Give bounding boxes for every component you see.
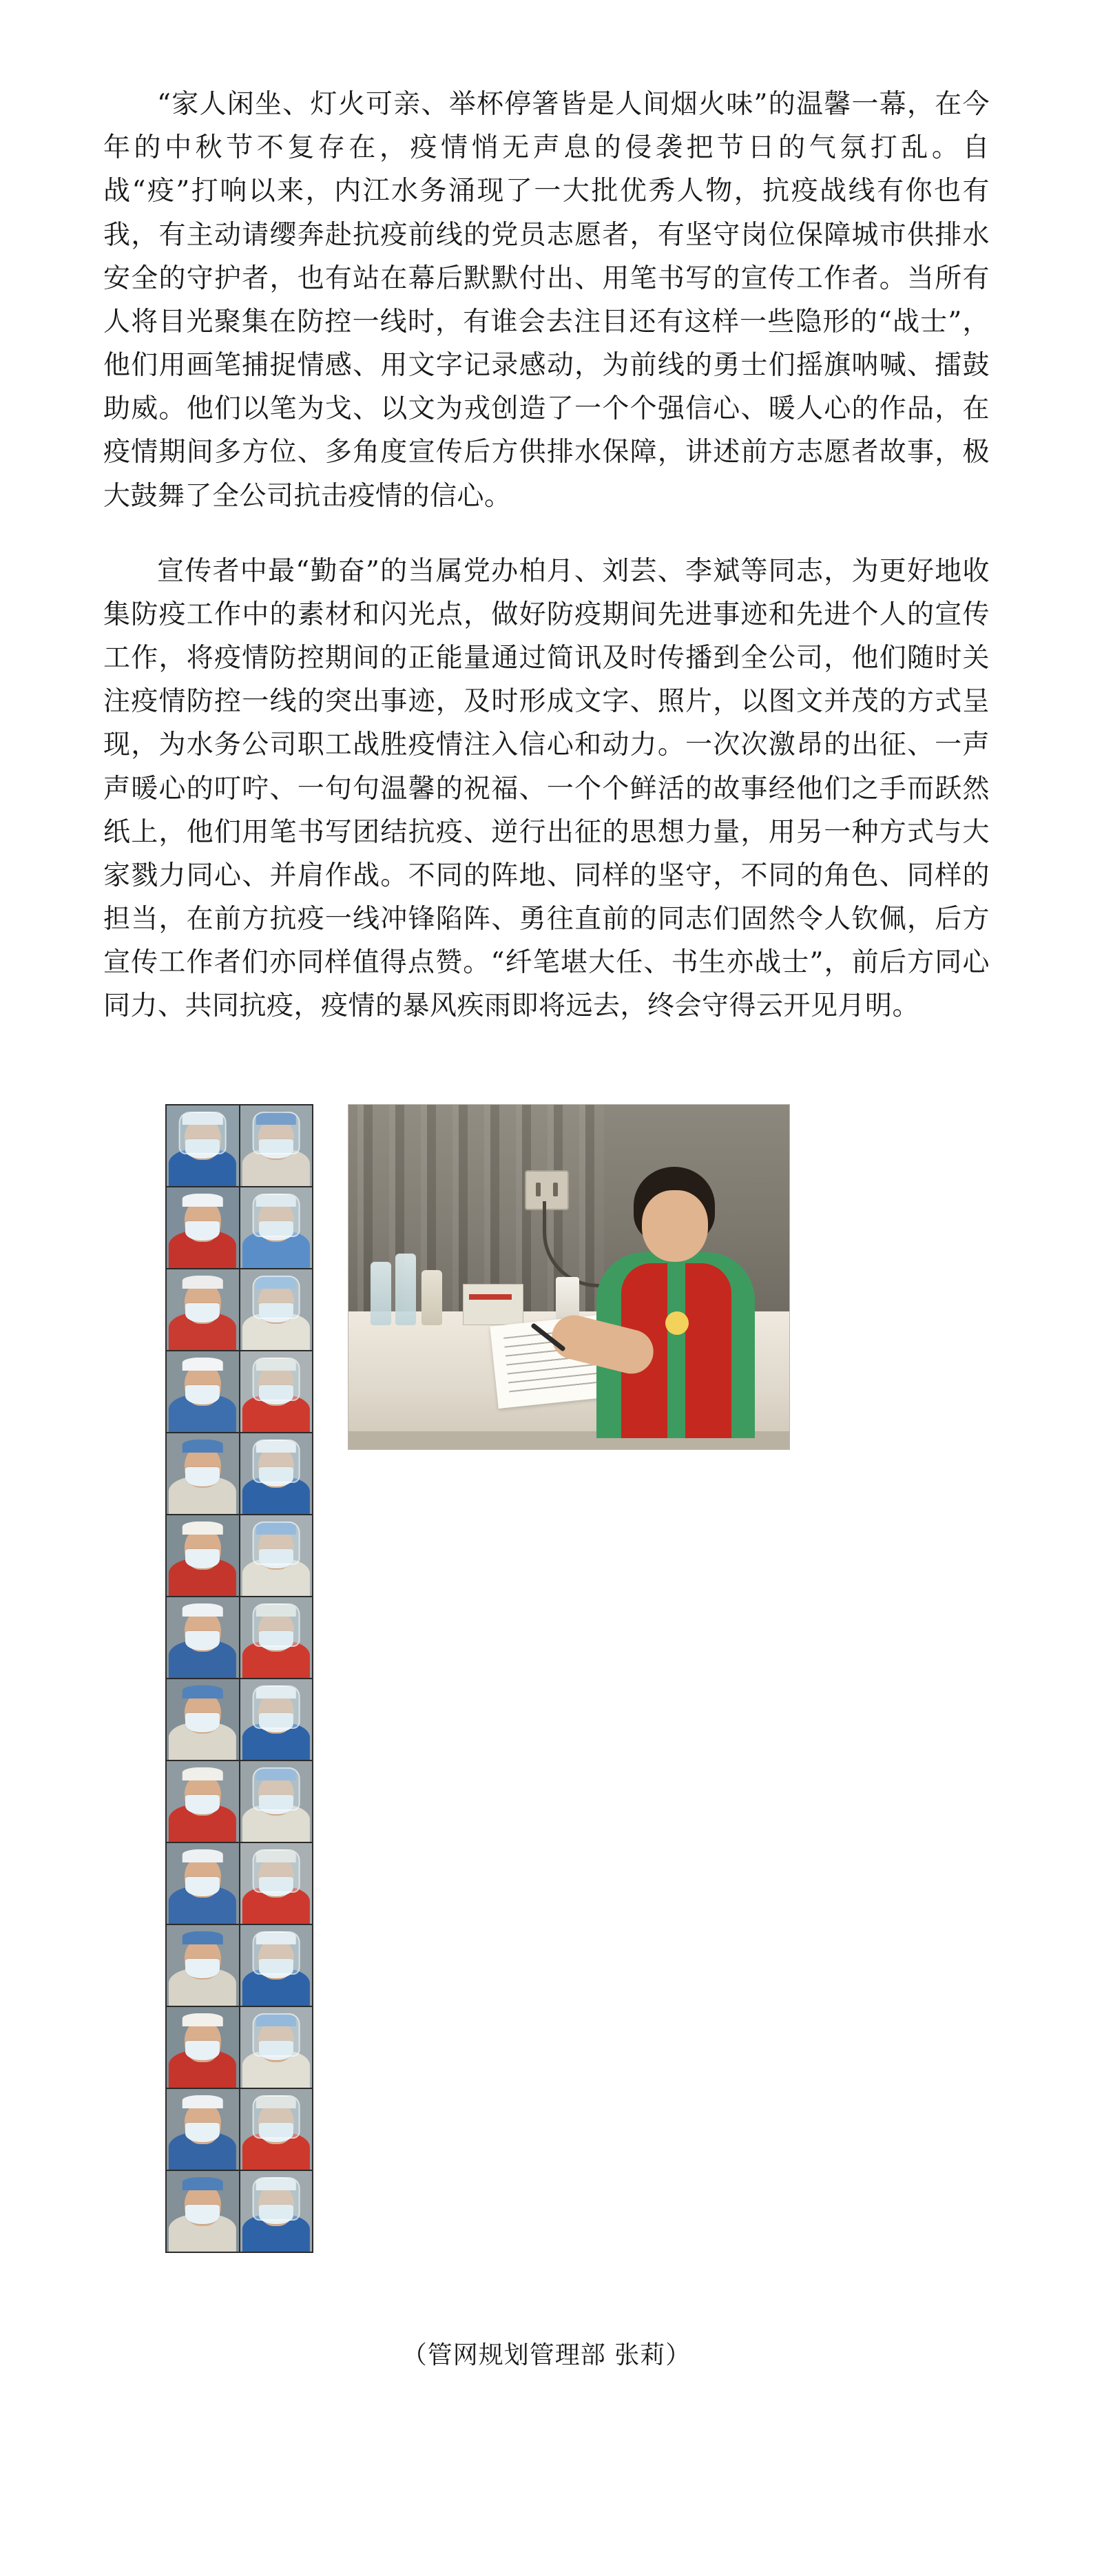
collage-portrait [167,1679,239,1760]
collage-portrait [167,2007,239,2088]
collage-portrait [240,1761,313,1842]
portrait-face-shield [252,1194,300,1237]
portrait-face-shield [179,1112,227,1155]
portrait-face-mask [185,1795,220,1814]
collage-portrait [240,1515,313,1596]
portrait-face-mask [185,1549,220,1568]
collage-portrait [240,1105,313,1186]
portrait-cap [183,2013,223,2026]
collage-portrait [167,2171,239,2252]
portrait-face-shield [252,1521,300,1565]
collage-portrait [240,1679,313,1760]
collage-portrait [167,1515,239,1596]
collage-portrait [240,2089,313,2170]
portrait-cap [183,1603,223,1617]
collage-portrait [167,1925,239,2006]
portrait-face-mask [185,1385,220,1404]
collage-portrait [167,1187,239,1268]
portrait-face-shield [252,1440,300,1483]
portrait-cap [183,1440,223,1453]
portrait-face-shield [252,2095,300,2139]
collage-portrait [240,1597,313,1678]
portrait-cap [183,1521,223,1535]
portrait-face-shield [252,1603,300,1647]
portrait-cap [183,2095,223,2108]
portrait-face-shield [252,1931,300,1975]
paragraph-1: “家人闲坐、灯火可亲、举杯停箸皆是人间烟火味”的温馨一幕，在今年的中秋节不复存在，疫情悄无声息的侵袭把节日的气氛打乱。自战“疫”打响以来，内江水务涌现了一大批优秀人物，抗疫战线有你也有我，有主动请缨奔赴抗疫前线的党员志愿者，有坚守岗位保障城市供排水安全的守护者，也有站在幕后默默付出、用笔书写的宣传工作者。当所有人将目光聚集在防控一线时，有谁会去注目还有这样一些隐形的“战士”，他们用画笔捕捉情感、用文字记录感动，为前线的勇士们摇旗呐喊、擂鼓助威。他们以笔为戈、以文为戎创造了一个个强信心、暖人心的作品，在疫情期间多方位、多角度宣传后方供排水保障，讲述前方志愿者故事，极大鼓舞了全公司抗击疫情的信心。 [103,89,990,512]
collage-portrait [167,1597,239,1678]
collage-portrait [240,2007,313,2088]
portrait-cap [183,1931,223,1944]
photo-bottle [421,1270,442,1325]
photo-bottle [395,1254,416,1325]
volunteer-portrait-collage [165,1104,313,2253]
portrait-face-mask [185,2205,220,2224]
portrait-cap [183,1767,223,1780]
portrait-cap [183,1685,223,1699]
portrait-face-shield [252,2013,300,2057]
portrait-face-mask [185,1713,220,1732]
portrait-face-mask [185,2041,220,2060]
collage-portrait [240,2171,313,2252]
portrait-face-shield [252,1358,300,1401]
collage-portrait [167,2089,239,2170]
collage-portrait [240,1925,313,2006]
collage-portrait [240,1269,313,1350]
photo-cup [556,1277,579,1320]
volunteer-writing-at-desk-photo [348,1104,790,1450]
collage-portrait [167,1269,239,1350]
portrait-face-shield [252,1685,300,1729]
collage-portrait [167,1351,239,1432]
portrait-cap [183,1358,223,1371]
portrait-face-mask [185,1959,220,1978]
portrait-face-mask [185,1221,220,1240]
portrait-face-shield [252,1767,300,1811]
collage-portrait [240,1351,313,1432]
portrait-cap [183,1849,223,1862]
photo-vest-emblem [665,1311,689,1335]
photo-bottle [371,1262,391,1325]
portrait-face-shield [252,2177,300,2221]
portrait-face-mask [185,1877,220,1896]
collage-portrait [240,1843,313,1924]
portrait-face-mask [185,1303,220,1322]
photo-person-volunteer [591,1167,763,1442]
collage-portrait [240,1187,313,1268]
portrait-cap [183,1276,223,1289]
photo-box-label [469,1294,512,1300]
portrait-face-shield [252,1849,300,1893]
portrait-face-shield [252,1276,300,1319]
portrait-cap [183,2177,223,2190]
collage-portrait [167,1761,239,1842]
collage-portrait [167,1843,239,1924]
figures-row [103,1104,990,2253]
photo-box [463,1284,523,1325]
photo-person-face [642,1190,708,1262]
portrait-face-shield [252,1112,300,1155]
portrait-face-mask [185,2123,220,2142]
portrait-cap [183,1194,223,1207]
figure-caption: （管网规划管理部 张莉） [402,2341,691,2370]
portrait-face-mask [185,1631,220,1650]
portrait-face-mask [185,1467,220,1486]
collage-portrait [167,1105,239,1186]
photo-bottles [371,1243,453,1325]
collage-portrait [167,1433,239,1514]
collage-portrait [240,1433,313,1514]
paragraph-2: 宣传者中最“勤奋”的当属党办柏月、刘芸、李斌等同志，为更好地收集防疫工作中的素材和闪光点，做好防疫期间先进事迹和先进个人的宣传工作，将疫情防控期间的正能量通过简讯及时传播到全公司，他们随时关注疫情防控一线的突出事迹，及时形成文字、照片，以图文并茂的方式呈现，为水务公司职工战胜疫情注入信心和动力。一次次激昂的出征、一声声暖心的叮咛、一句句温馨的祝福、一个个鲜活的故事经他们之手而跃然纸上，他们用笔书写团结抗疫、逆行出征的思想力量，用另一种方式与大家戮力同心、并肩作战。不同的阵地、同样的坚守，不同的角色、同样的担当，在前方抗疫一线冲锋陷阵、勇往直前的同志们固然令人钦佩，后方宣传工作者们亦同样值得点赞。“纤笔堪大任、书生亦战士”，前后方同心同力、共同抗疫，疫情的暴风疾雨即将远去，终会守得云开见月明。 [103,555,990,1022]
